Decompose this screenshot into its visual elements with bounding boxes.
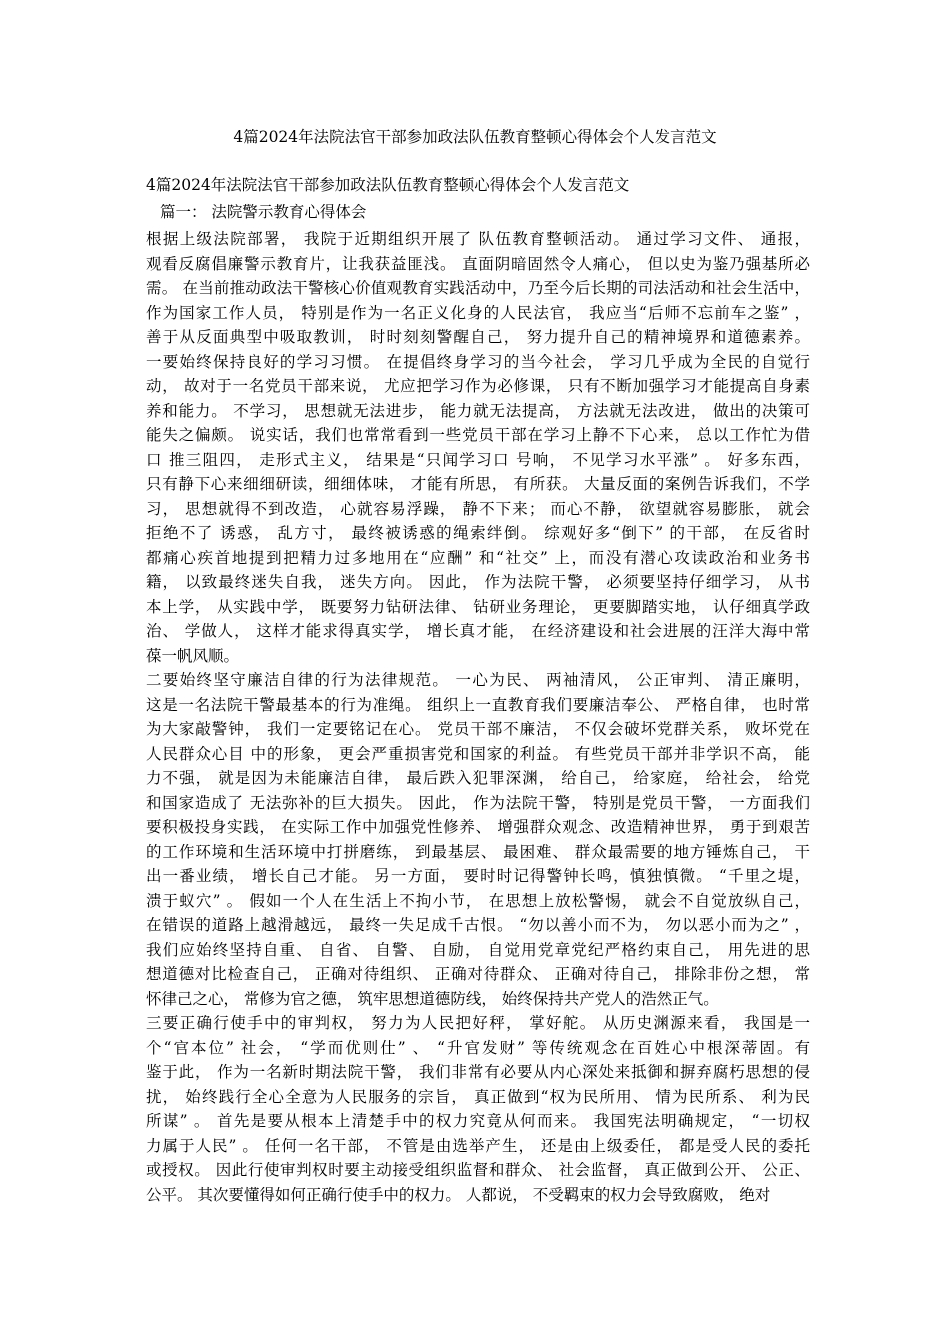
text-line: 能失之偏颇。 说实话，我们也常常看到一些党员干部在学习上静不下心来， 总以工作忙为借 [146,426,810,444]
text-line: 要积极投身实践， 在实际工作中加强党性修养、 增强群众观念、改造精神世界， 勇于到艰苦 [146,818,810,836]
text-line: 本上学， 从实践中学， 既要努力钻研法律、 钻研业务理论， 更要脚踏实地， 认仔细真学政 [146,597,810,616]
text-line: 在错误的道路上越滑越远， 最终一失足成千古恨。 “勿以善小而不为， 勿以恶小而为之” ， [146,916,810,934]
text-line: 观看反腐倡廉警示教育片，让我获益匪浅。 直面阴暗固然令人痛心， 但以史为鉴乃强基所必 [146,254,810,273]
text-line: 二要始终坚守廉洁自律的行为法律规范。 一心为民、 两袖清风， 公正审判、 清正廉明， [146,671,810,689]
text-line: 公平。 其次要懂得如何正确行使手中的权力。 人都说， 不受羁束的权力会导致腐败， 绝对 [146,1185,771,1204]
text-line: 扰， 始终践行全心全意为人民服务的宗旨， 真正做到“权为民所用、 情为民所系、 利为民 [146,1087,810,1106]
text-line: 怀律己之心， 常修为官之德， 筑牢思想道德防线， 始终保持共产党人的浩然正气。 [146,989,719,1008]
text-line: 我们应始终坚持自重、 自省、 自警、 自励， 自觉用党章党纪严格约束自己， 用先进的思 [146,940,810,959]
text-line: 都痛心疾首地提到把精力过多地用在“应酬” 和“社交” 上，而没有潜心攻读政治和业务书 [146,548,810,567]
text-line: 只有静下心来细细研读，细细体味， 才能有所思， 有所获。 大量反面的案例告诉我们，不学 [146,475,810,493]
text-line: 根据上级法院部署， 我院于近期组织开展了 队伍教育整顿活动。 通过学习文件、 通报， [146,230,810,248]
body-text [146,227,810,1207]
text-line: 个“官本位” 社会， “学而优则仕” 、 “升官发财” 等传统观念在百姓心中根深蒂固。有 [146,1038,810,1057]
text-line: 或授权。 因此行使审判权时要主动接受组织监督和群众、 社会监督， 真正做到公开、 公正、 [146,1161,810,1179]
text-line: 葆一帆风顺。 [146,646,240,665]
text-line: 养和能力。 不学习， 思想就无法进步， 能力就无法提高， 方法就无法改进， 做出的决策可 [146,401,810,420]
text-line: 拒绝不了 诱惑， 乱方寸， 最终被诱惑的绳索绊倒。 综观好多“倒下” 的干部， 在反省时 [146,524,810,542]
text-line: 动， 故对于一名党员干部来说， 尤应把学习作为必修课， 只有不断加强学习才能提高自身素 [146,377,810,395]
text-line: 溃于蚁穴” 。 假如一个人在生活上不拘小节， 在思想上放松警惕， 就会不自觉放纵自己， [146,891,810,910]
text-line: 想道德对比检查自己， 正确对待组织、 正确对待群众、 正确对待自己， 排除非份之想， 常 [146,965,810,983]
text-line: 这是一名法院干警最基本的行为准绳。 组织上一直教育我们要廉洁奉公、 严格自律， 也时常 [146,695,810,714]
text-line: 口 推三阻四， 走形式主义， 结果是“只闻学习口 号响， 不见学习水平涨” 。 好多东西， [146,450,810,469]
document-title: 4篇2024年法院法官干部参加政法队伍教育整顿心得体会个人发言范文 [233,128,717,146]
text-line: 力属于人民” 。 任何一名干部， 不管是由选举产生， 还是由上级委任， 都是受人民的委托 [146,1136,810,1155]
text-line: 鉴于此， 作为一名新时期法院干警， 我们非常有必要从内心深处来抵御和摒弃腐朽思想的侵 [146,1063,810,1081]
document-subtitle: 4篇2024年法院法官干部参加政法队伍教育整顿心得体会个人发言范文 [146,176,630,194]
text-line: 为大家敲警钟， 我们一定要铭记在心。 党员干部不廉洁， 不仅会破坏党群关系， 败坏党在 [146,720,810,738]
text-line: 治、 学做人， 这样才能求得真实学， 增长真才能， 在经济建设和社会进展的汪洋大海中常 [146,622,810,640]
text-line: 出一番业绩， 增长自己才能。 另一方面， 要时时记得警钟长鸣，慎独慎微。 “千里之堤， [146,867,810,885]
text-line: 籍， 以致最终迷失自我， 迷失方向。 因此， 作为法院干警， 必须要坚持仔细学习， 从书 [146,573,810,591]
text-line: 三要正确行使手中的审判权， 努力为人民把好秤， 掌好舵。 从历史渊源来看， 我国是一 [146,1014,810,1032]
text-line: 所谋” 。 首先是要从根本上清楚手中的权力究竟从何而来。 我国宪法明确规定， “一切权 [146,1112,810,1130]
text-line: 人民群众心目 中的形象， 更会严重损害党和国家的利益。 有些党员干部并非学识不高， 能 [146,744,810,763]
text-line: 力不强， 就是因为未能廉洁自律， 最后跌入犯罪深渊， 给自己， 给家庭， 给社会， 给党 [146,769,810,787]
text-line: 需。 在当前推动政法干警核心价值观教育实践活动中，乃至今后长期的司法活动和社会生活中， [146,279,810,297]
text-line: 善于从反面典型中吸取教训， 时时刻刻警醒自己， 努力提升自己的精神境界和道德素养。 [146,328,810,346]
text-line: 一要始终保持良好的学习习惯。 在提倡终身学习的当今社会， 学习几乎成为全民的自觉行 [146,352,810,371]
text-line: 和国家造成了 无法弥补的巨大损失。 因此， 作为法院干警， 特别是党员干警， 一方面我们 [146,793,810,812]
text-line: 作为国家工作人员， 特别是作为一名正义化身的人民法官， 我应当“后师不忘前车之鉴” ， [146,303,810,322]
text-line: 的工作环境和生活环境中打拼磨练， 到最基层、 最困难、 群众最需要的地方锤炼自己， 干 [146,842,810,861]
text-line: 习， 思想就得不到改造， 心就容易浮躁， 静不下来； 而心不静， 欲望就容易膨胀， 就会 [146,499,810,518]
section-heading: 篇一： 法院警示教育心得体会 [160,203,367,221]
